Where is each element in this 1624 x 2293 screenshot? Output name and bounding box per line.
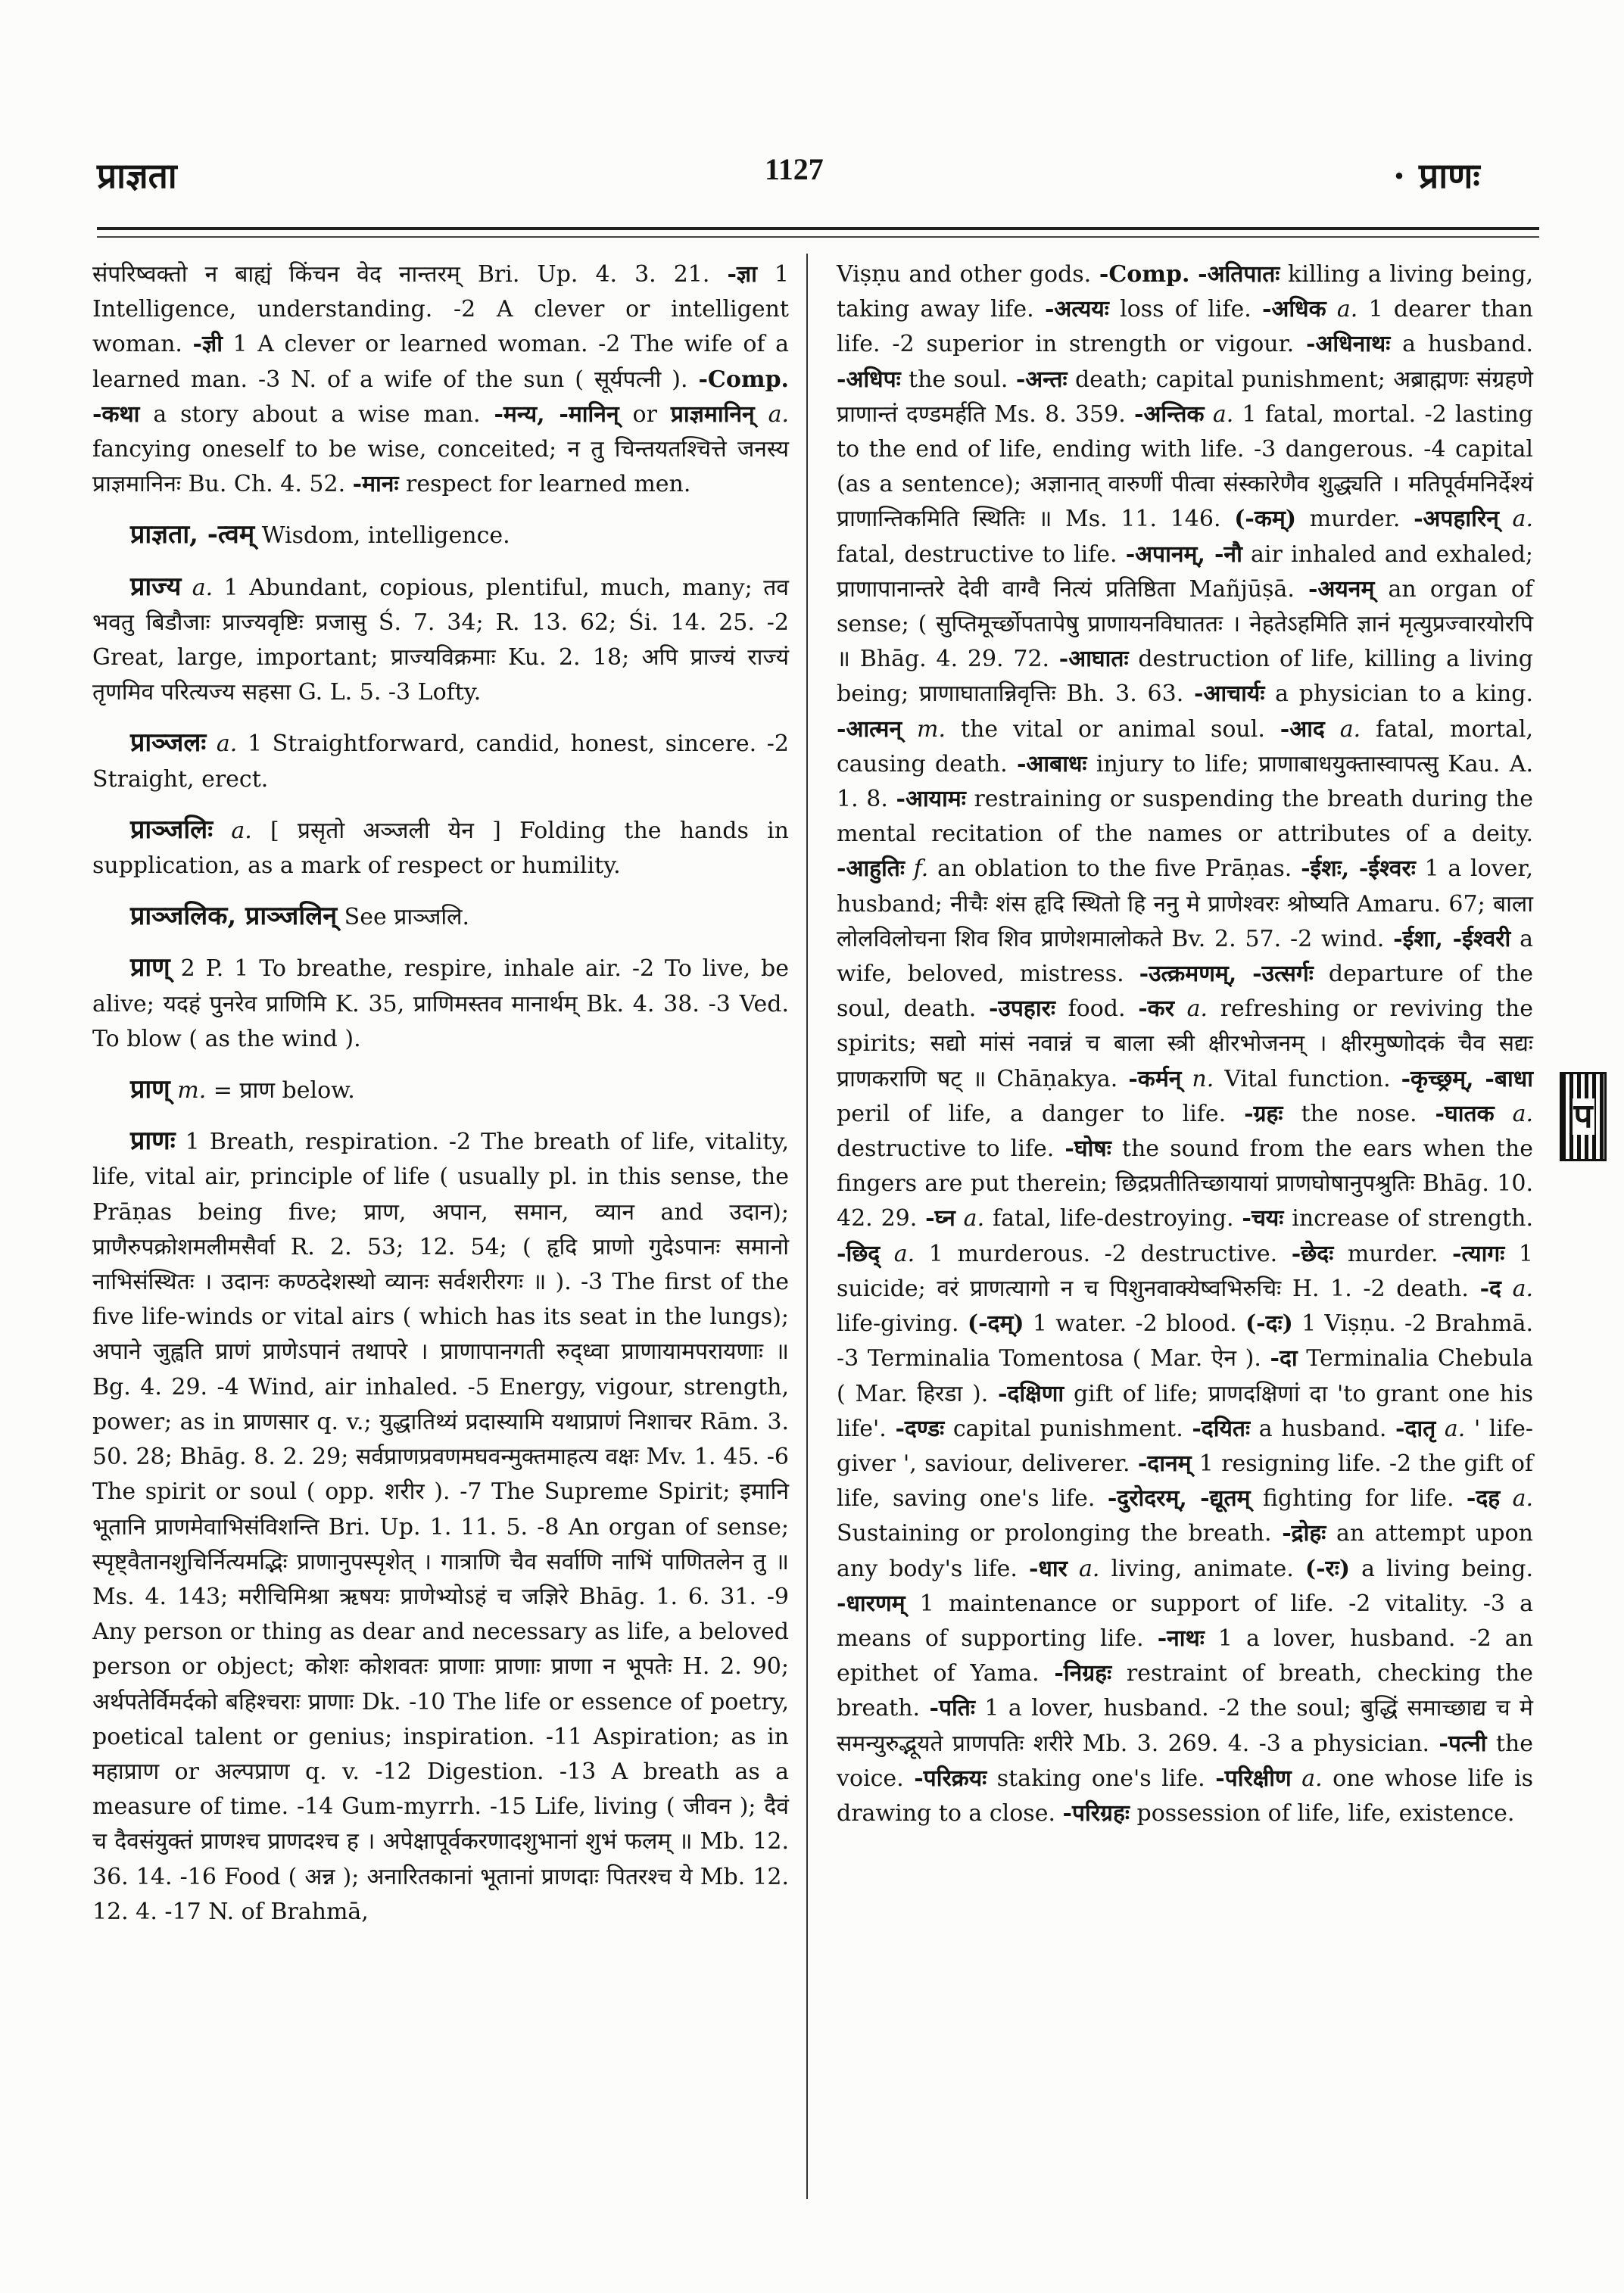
sub-headword: -ज्ञा xyxy=(727,261,757,288)
sub-headword: -अधिक xyxy=(1262,296,1326,323)
sub-headword: -ज्ञी xyxy=(192,331,223,358)
sub-headword: -पतिः xyxy=(929,1695,975,1722)
definition-text: killing a living being, taking away life. xyxy=(837,261,1533,323)
sub-headword: -अतिपातः xyxy=(1198,261,1280,288)
sub-headword: -आत्मन् xyxy=(837,715,902,743)
running-head-left: प्राज्ञता xyxy=(97,155,177,196)
dictionary-entry xyxy=(92,899,789,935)
definition-text: See प्राञ्जलि. xyxy=(337,904,470,931)
sub-headword: -परिग्रहः xyxy=(1062,1799,1130,1827)
header-dot: · xyxy=(1393,155,1406,196)
sub-headword: -पत्नी xyxy=(1439,1730,1487,1757)
definition-text: 1 a lover, husband. -2 the soul; बुद्धिं समाच्छाद्य च मे समन्युरुद्भूयते प्राणपतिः शरीरे Mb. 3. 269. 4. -3 a physician. xyxy=(837,1695,1533,1757)
grammar-label: a. xyxy=(1498,506,1533,533)
definition-text: food. xyxy=(1055,995,1139,1023)
sub-headword: -कृच्छ्रम्, -बाधा xyxy=(1401,1065,1533,1092)
sub-headword: -ग्रहः xyxy=(1244,1100,1283,1127)
grammar-label: a. xyxy=(1204,400,1234,428)
sub-headword: -कर्मन् xyxy=(1128,1065,1182,1092)
dictionary-entry xyxy=(92,1123,789,1930)
headword: प्राण् xyxy=(130,1074,170,1105)
definition-text: the voice. xyxy=(837,1730,1533,1792)
definition-text: a living being. xyxy=(1350,1555,1533,1582)
definition-text: a husband. xyxy=(1250,1415,1396,1442)
sub-headword: -त्यागः xyxy=(1452,1240,1505,1267)
definition-text: increase of strength. xyxy=(1283,1205,1533,1232)
definition-text: the vital or animal soul. xyxy=(946,715,1280,743)
grammar-label: a. xyxy=(955,1205,985,1232)
definition-text: 1 water. -2 blood. xyxy=(1024,1310,1245,1338)
sub-headword: -आद xyxy=(1280,715,1325,743)
sub-headword: -आयामः xyxy=(896,786,966,813)
sub-headword: -अपानम्, -नौ xyxy=(1125,541,1242,568)
thumb-index-tab xyxy=(1560,1072,1607,1161)
definition-text: life-giving. xyxy=(837,1310,968,1338)
definition-text: Vital function. xyxy=(1214,1065,1401,1092)
sub-headword: -द्रोहः xyxy=(1282,1520,1326,1547)
entry-continuation xyxy=(92,257,789,502)
grammar-label: a. xyxy=(1494,1100,1533,1127)
sub-headword: -घ्न xyxy=(925,1205,955,1232)
definition-text: Wisdom, intelligence. xyxy=(254,522,510,550)
sub-headword: -अन्तिक xyxy=(1134,400,1205,428)
definition-text: living, animate. xyxy=(1099,1555,1305,1582)
definition-text: air inhaled and exhaled; प्राणापानान्तरे देवी वाग्वै नित्यं प्रतिष्ठिता Mañjūṣā. xyxy=(837,541,1534,603)
definition-text: loss of life. xyxy=(1108,296,1263,323)
sub-headword: -Comp. xyxy=(698,366,789,393)
grammar-label: a. xyxy=(1324,715,1361,743)
sub-headword: -ईशा, -ईश्वरी xyxy=(1393,925,1511,952)
sub-headword: -ईशः, -ईश्वरः xyxy=(1301,855,1416,883)
definition-text: 1 resigning life. -2 the gift of life, saving one's life. xyxy=(837,1450,1533,1513)
sub-headword: -अयनम् xyxy=(1308,575,1375,603)
grammar-label: a. xyxy=(1501,1275,1534,1302)
headword: प्राज्ञता, -त्वम् xyxy=(130,519,255,550)
definition-text: death; capital punishment; अब्राह्मणः संग्रहणे प्राणान्तं दण्डमर्हति Ms. 8. 359. xyxy=(837,366,1533,428)
definition-text: 1 Abundant, copious, plentiful, much, many; तव भवतु बिडौजाः प्राज्यवृष्टिः प्रजासु Ś. 7. 34; R. 13. 62; Śi. 14. 25. -2 Great, large, important; प्राज्यविक्रमाः Ku. 2. 18; अपि प्राज्यं राज्यं तृणमिव परित्यज्य सहसा G. L. 5. -3 Lofty. xyxy=(92,574,790,706)
grammar-label: f. xyxy=(904,855,929,883)
grammar-label: a. xyxy=(1174,995,1208,1023)
definition-text: ' life-giver ', saviour, deliverer. xyxy=(837,1415,1533,1477)
sub-headword: -दण्डः xyxy=(895,1415,945,1442)
definition-text: gift of life; प्राणदक्षिणां दा 'to grant one his life'. xyxy=(837,1380,1533,1442)
definition-text: an attempt upon any body's life. xyxy=(837,1520,1534,1582)
running-head-right xyxy=(1393,151,1480,198)
definition-text: injury to life; प्राणाबाधयुक्तास्वापत्सु Kau. A. 1. 8. xyxy=(837,750,1533,813)
definition-text: संपरिष्वक्तो न बाह्यं किंचन वेद नान्तरम् Bri. Up. 4. 3. 21. xyxy=(92,261,728,288)
header-rule-thin xyxy=(97,236,1539,238)
sub-headword: -दयितः xyxy=(1192,1415,1251,1442)
definition-text: 1 A clever or learned woman. -2 The wife of a learned man. -3 N. of a wife of the sun ( सूर्यपत्नी ). xyxy=(92,331,789,393)
sub-headword: -दक्षिणा xyxy=(998,1380,1064,1407)
sub-headword: -आहुतिः xyxy=(837,855,905,883)
definition-text: Viṣṇu and other gods. xyxy=(837,261,1099,288)
sub-headword: -परिक्षीण xyxy=(1215,1765,1292,1792)
right-column xyxy=(837,257,1533,1831)
definition-text: destruction of life, killing a living being; प्राणाघातान्निवृत्तिः Bh. 3. 63. xyxy=(837,646,1533,708)
definition-text: fatal, mortal, causing death. xyxy=(837,715,1533,777)
headword: प्राञ्जलिः xyxy=(130,814,214,845)
definition-text: 1 Breath, respiration. -2 The breath of life, vitality, life, vital air, principle of life ( usually pl. in this sense, the Prāṇas being five; प्राण, अपान, समान, व्यान and उदान); प्राणैरुपक्रोशमलीमसैर्वा R. 2. 53; 12. 54; ( हृदि प्राणो गुदेऽपानः समानो नाभिसंस्थितः । उदानः कण्ठदेशस्थो व्यानः सर्वशरीरगः ॥ ). -3 The first of the five life-winds or vital airs ( which has its seat in the lungs); अपाने जुह्वति प्राणं प्राणेऽपानं तथापरे । प्राणापानगती रुद्ध्वा प्राणायामपरायणाः ॥ Bg. 4. 29. -4 Wind, air inhaled. -5 Energy, vigour, strength, power; as in प्राणसार q. v.; युद्धातिथ्यं प्रदास्यामि यथाप्राणं निशाचर Rām. 3. 50. 28; Bhāg. 8. 2. 29; सर्वप्राणप्रवणमघवन्मुक्तमाहत्य वक्षः Mv. 1. 45. -6 The spirit or soul ( opp. शरीर ). -7 The Supreme Spirit; इमानि भूतानि प्राणमेवाभिसंविशन्ति Bri. Up. 1. 11. 5. -8 An organ of sense; स्पृष्ट्वैतानशुचिर्नित्यमद्भिः प्राणानुपस्पृशेत् । गात्राणि चैव सर्वाणि नाभिं पाणितलेन तु ॥ Ms. 4. 143; मरीचिमिश्रा ऋषयः प्राणेभ्योऽहं च जज्ञिरे Bhāg. 1. 6. 31. -9 Any person or thing as dear and necessary as life, a beloved person or object; कोशः कोशवतः प्राणाः प्राणाः प्राणा न भूपतेः H. 2. 90; अर्थपतेर्विमर्दको बहिश्चराः प्राणाः Dk. -10 The life or essence of poetry, poetical talent or genius; inspiration. -11 Aspiration; as in महाप्राण or अल्पप्राण q. v. -12 Digestion. -13 A breath as a measure of time. -14 Gum-myrrh. -15 Life, living ( जीवन ); दैवं च दैवसंयुक्तं प्राणश्च प्राणदश्च ह । अपेक्षापूर्वकरणादशुभानां शुभं फलम् ॥ Mb. 12. 36. 14. -16 Food ( अन्न ); अनारितकानां भूतानां प्राणदाः पितरश्च ये Mb. 12. 12. 4. -17 N. of Brahmā, xyxy=(92,1129,789,1925)
sub-headword: -दानम् xyxy=(1137,1450,1192,1477)
sub-headword: -अधिनाथः xyxy=(1306,331,1391,358)
grammar-label: a. xyxy=(1500,1485,1533,1513)
headword: प्राणः xyxy=(130,1126,176,1157)
sub-headword: (-रः) xyxy=(1304,1555,1351,1582)
sub-headword: -धारणम् xyxy=(837,1590,906,1617)
grammar-label: n. xyxy=(1181,1065,1214,1092)
grammar-label: a. xyxy=(754,400,790,428)
grammar-label: a. xyxy=(1067,1555,1100,1582)
definition-text: staking one's life. xyxy=(987,1765,1216,1792)
definition-text: 1 murderous. -2 destructive. xyxy=(915,1240,1292,1267)
definition-text: Sustaining or prolonging the breath. xyxy=(837,1520,1283,1547)
sub-headword: (-कम्) xyxy=(1234,506,1297,533)
sub-headword: -अत्ययः xyxy=(1044,296,1109,323)
sub-headword: -अधिपः xyxy=(837,366,901,393)
definition-text xyxy=(1189,261,1198,288)
sub-headword: -घातक xyxy=(1435,1100,1495,1127)
sub-headword: -दातृ xyxy=(1395,1415,1436,1442)
sub-headword: -अपहारिन् xyxy=(1414,506,1499,533)
definition-text: an oblation to the five Prāṇas. xyxy=(928,855,1301,883)
definition-text: 1 Intelligence, understanding. -2 A clever or intelligent woman. xyxy=(92,261,789,358)
headword: प्राञ्जलः xyxy=(130,727,207,759)
dictionary-entry xyxy=(92,950,789,1057)
definition-text: 1 suicide; वरं प्राणत्यागो न च पिशुनवाक्येष्वभिरुचिः H. 1. -2 death. xyxy=(837,1240,1533,1302)
sub-headword: -द xyxy=(1479,1275,1501,1302)
running-head-right-word: प्राणः xyxy=(1419,155,1480,196)
grammar-label: a. xyxy=(206,731,238,758)
definition-text: fatal, life-destroying. xyxy=(984,1205,1242,1232)
left-column xyxy=(92,257,789,1930)
definition-text: the sound from the ears when the fingers are put therein; छिद्रप्रतीतिच्छायायां प्राणघोषानुपश्रुतिः Bhāg. 10. 42. 29. xyxy=(837,1136,1533,1232)
sub-headword: -घोषः xyxy=(1064,1136,1111,1163)
sub-headword: -निग्रहः xyxy=(1054,1660,1112,1687)
definition-text: refreshing or reviving the spirits; सद्यो मांसं नवान्नं च बाला स्त्री क्षीरभोजनम् । क्षीरमुष्णोदकं चैव सद्यः प्राणकराणि षट् ॥ Chāṇakya. xyxy=(837,995,1533,1092)
sub-headword: -मन्य, -मानिन् xyxy=(494,400,619,428)
grammar-label: a. xyxy=(1326,296,1358,323)
dictionary-entry xyxy=(92,569,789,711)
sub-headword: -आचार्यः xyxy=(1194,681,1265,708)
definition-text: respect for learned men. xyxy=(398,471,691,498)
definition-text: a physician to a king. xyxy=(1264,681,1533,708)
definition-text: peril of life, a danger to life. xyxy=(837,1100,1245,1127)
sub-headword: -चयः xyxy=(1242,1205,1284,1232)
dictionary-entry xyxy=(92,517,789,553)
grammar-label: a. xyxy=(1435,1415,1466,1442)
grammar-label: m. xyxy=(902,715,946,743)
sub-headword: -आबाधः xyxy=(1016,750,1087,777)
definition-text: the soul. xyxy=(900,366,1016,393)
dictionary-entry xyxy=(92,725,789,796)
grammar-label: a. xyxy=(181,574,214,601)
sub-headword: -दा xyxy=(1270,1345,1298,1372)
headword: प्राञ्जलिक, प्राञ्जलिन् xyxy=(130,901,338,932)
definition-text: fighting for life. xyxy=(1250,1485,1467,1513)
definition-text: or xyxy=(619,400,671,428)
sub-headword: -परिक्रयः xyxy=(914,1765,987,1792)
definition-text: 1 a lover, husband. -2 an epithet of Yama. xyxy=(837,1625,1534,1687)
thumb-index-letter: प xyxy=(1573,1097,1593,1136)
column-divider xyxy=(806,254,808,2199)
grammar-label: a. xyxy=(880,1240,915,1267)
definition-text: departure of the soul, death. xyxy=(837,961,1534,1023)
page-number: 1127 xyxy=(765,152,824,186)
definition-text: capital punishment. xyxy=(944,1415,1192,1442)
definition-text: possession of life, life, existence. xyxy=(1129,1799,1515,1827)
sub-headword: -मानः xyxy=(352,471,399,498)
definition-text: 1 fatal, mortal. -2 lasting to the end of life, ending with life. -3 dangerous. -4 capital (as a sentence); अज्ञानात् वारुणीं पीत्वा संस्कारेणैव शुद्ध्यति । मतिपूर्वमनिर्देश्यं प्राणान्तिकमिति स्थितिः ॥ Ms. 11. 146. xyxy=(837,400,1533,533)
definition-text: a story about a wise man. xyxy=(139,400,494,428)
definition-text: restraint of breath, checking the breath. xyxy=(837,1660,1533,1722)
definition-text: one whose life is drawing to a close. xyxy=(837,1765,1533,1827)
sub-headword: -उत्क्रमणम्, -उत्सर्गः xyxy=(1139,961,1314,988)
sub-headword: -Comp. xyxy=(1099,261,1190,288)
grammar-label: a. xyxy=(213,817,252,844)
definition-text: murder. xyxy=(1296,506,1414,533)
dictionary-entry xyxy=(92,1072,789,1108)
definition-text: [ प्रसृतो अञ्जली येन ] Folding the hands in supplication, as a mark of respect or humility. xyxy=(92,817,789,880)
definition-text: = प्राण below. xyxy=(206,1077,355,1104)
definition-text: destructive to life. xyxy=(837,1136,1065,1163)
sub-headword: -उपहारः xyxy=(988,995,1055,1023)
header-rule-thick xyxy=(97,227,1539,230)
grammar-label: a. xyxy=(1291,1765,1323,1792)
sub-headword: -कथा xyxy=(92,400,140,428)
definition-text: fatal, destructive to life. xyxy=(837,541,1126,568)
headword: प्राज्य xyxy=(130,571,182,602)
sub-headword: -छिद् xyxy=(837,1240,881,1267)
sub-headword: -अन्तः xyxy=(1015,366,1068,393)
definition-text: the nose. xyxy=(1283,1100,1435,1127)
definition-text: a husband. xyxy=(1390,331,1533,358)
definition-text: 1 Viṣṇu. -2 Brahmā. -3 Terminalia Tomentosa ( Mar. ऐन ). xyxy=(837,1310,1533,1372)
sub-headword: -छेदः xyxy=(1291,1240,1334,1267)
definition-text: 1 dearer than life. -2 superior in strength or vigour. xyxy=(837,296,1534,358)
definition-text: murder. xyxy=(1333,1240,1453,1267)
sub-headword: -दुरोदरम्, -द्यूतम् xyxy=(1107,1485,1251,1513)
grammar-label: m. xyxy=(170,1077,207,1104)
sub-headword: प्राज्ञमानिन् xyxy=(670,400,755,428)
definition-text: Terminalia Chebula ( Mar. हिरडा ). xyxy=(837,1345,1533,1407)
definition-text: 1 a lover, husband; नीचैः शंस हृदि स्थितो हि ननु मे प्राणेश्वरः श्रोष्यति Amaru. 67; बाला लोलविलोचना शिव शिव प्राणेशमालोकते Bv. 2. 57. -2 wind. xyxy=(837,855,1533,952)
sub-headword: -कर xyxy=(1138,995,1174,1023)
dictionary-entry xyxy=(92,812,789,883)
sub-headword: -दह xyxy=(1466,1485,1501,1513)
sub-headword: -आघातः xyxy=(1058,646,1129,673)
definition-text: restraining or suspending the breath during the mental recitation of the names or attributes of a deity. xyxy=(837,786,1533,848)
headword: प्राण् xyxy=(130,952,170,983)
sub-headword: -धार xyxy=(1028,1555,1068,1582)
sub-headword: (-दम्) xyxy=(967,1310,1024,1338)
sub-headword: -नाथः xyxy=(1157,1625,1205,1652)
definition-text: 2 P. 1 To breathe, respire, inhale air. -2 To live, be alive; यदहं पुनरेव प्राणिमि K. 35, प्राणिमस्तव मानार्थम् Bk. 4. 38. -3 Ved. To blow ( as the wind ). xyxy=(92,955,789,1052)
sub-headword: (-दः) xyxy=(1245,1310,1293,1338)
definition-text: 1 Straightforward, candid, honest, sincere. -2 Straight, erect. xyxy=(92,731,789,793)
definition-text: fancying oneself to be wise, conceited; न तु चिन्तयतश्चित्ते जनस्य प्राज्ञमानिनः Bu. Ch. 4. 52. xyxy=(92,436,789,498)
definition-text: an organ of sense; ( सुप्तिमूर्च्छोपतापेषु प्राणायनविघाततः । नेहतेऽहमिति ज्ञानं मृत्युप्रज्वारयोरपि ॥ Bhāg. 4. 29. 72. xyxy=(837,575,1533,673)
definition-text: a wife, beloved, mistress. xyxy=(837,925,1533,988)
entry-continuation xyxy=(837,257,1533,1831)
definition-text: 1 maintenance or support of life. -2 vitality. -3 a means of supporting life. xyxy=(837,1590,1533,1652)
